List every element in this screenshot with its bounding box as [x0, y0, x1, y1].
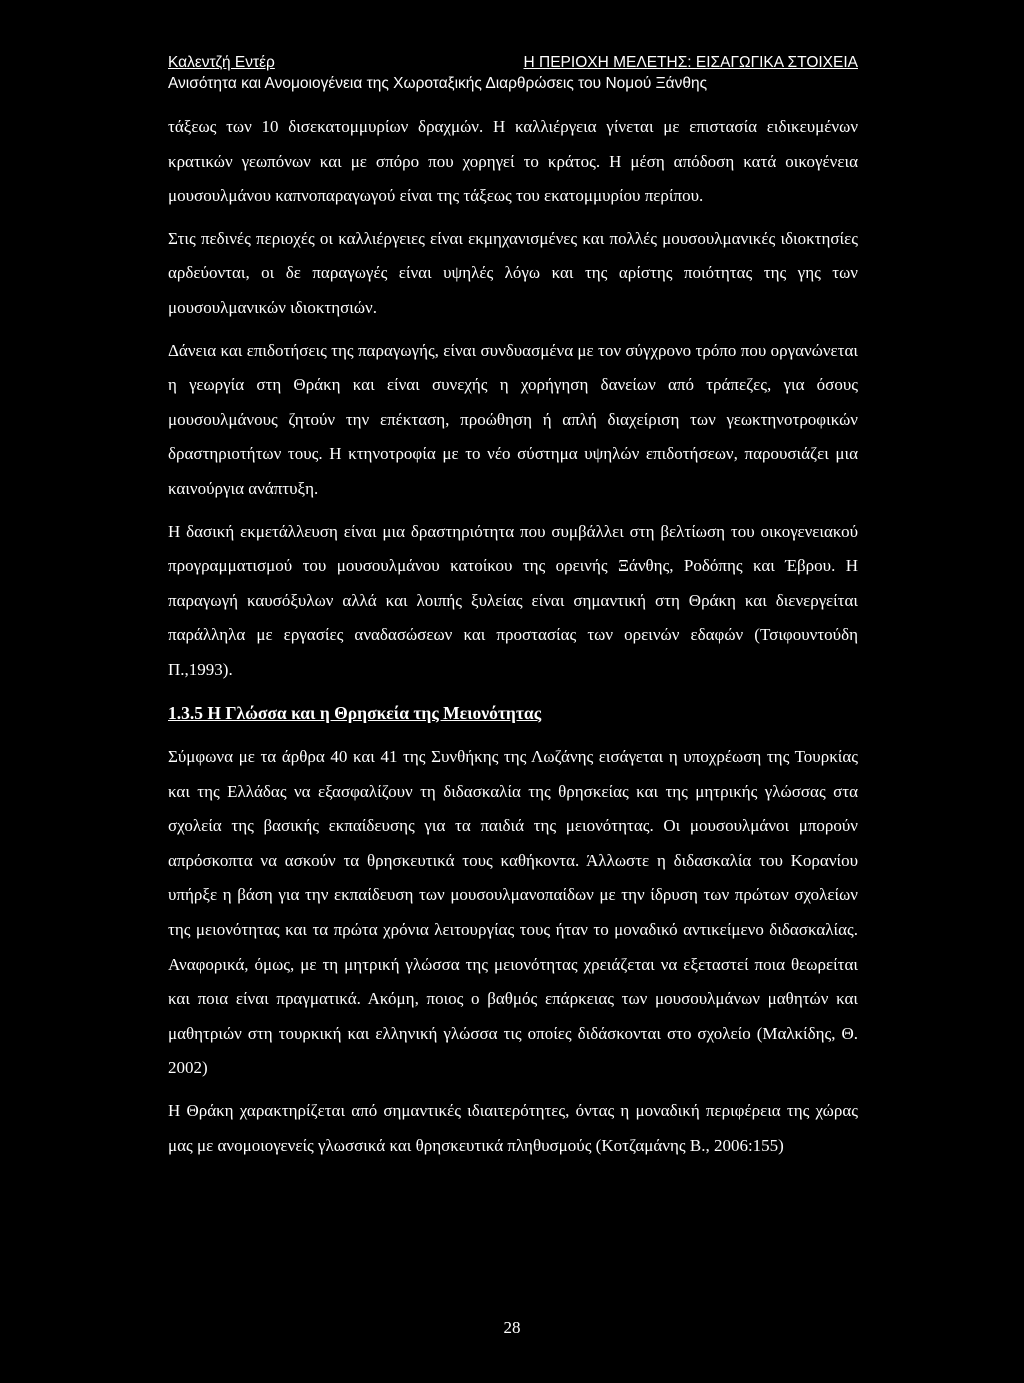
running-header	[168, 52, 858, 94]
header-section: Η ΠΕΡΙΟΧΗ ΜΕΛΕΤΗΣ: ΕΙΣΑΓΩΓΙΚΑ ΣΤΟΙΧΕΙΑ	[523, 54, 858, 71]
paragraph: Η δασική εκμετάλλευση είναι μια δραστηριότητα που συμβάλλει στη βελτίωση του οικογενειακού προγραμματισμού του μουσουλμάνου κατοίκου της ορεινής Ξάνθης, Ροδόπης και Έβρου. Η παραγωγή καυσόξυλων αλλά και λοιπής ξυλείας είναι σημαντική στη Θράκη και διενεργείται παράλληλα με εργασίες αναδασώσεων και προστασίας των ορεινών εδαφών (Τσιφουντούδη Π.,1993).	[168, 521, 858, 679]
paragraph: τάξεως των 10 δισεκατομμυρίων δραχμών. Η καλλιέργεια γίνεται με επιστασία ειδικευμένων κρατικών γεωπόνων και με σπόρο που χορηγεί το κράτος. Η μέση απόδοση κατά οικογένεια μουσουλμάνου καπνοπαραγωγού είναι της τάξεως του εκατομμυρίου περίπου.	[168, 117, 858, 206]
header-author: Καλεντζή Εντέρ	[168, 54, 275, 71]
header-title: Ανισότητα και Ανομοιογένεια της Χωροταξικής Διαρθρώσεις του Νομού Ξάνθης	[168, 75, 708, 92]
header-top-line	[168, 52, 858, 73]
paragraph: Δάνεια και επιδοτήσεις της παραγωγής, είναι συνδυασμένα με τον σύγχρονο τρόπο που οργανώνεται η γεωργία στη Θράκη και είναι συνεχής η χορήγηση δανείων από τράπεζες, για όσους μουσουλμάνους ζητούν την επέκταση, προώθηση ή απλή διαχείριση των γεωκτηνοτροφικών δραστηριοτήτων τους. Η κτηνοτροφία με το νέο σύστημα υψηλών επιδοτήσεων, παρουσιάζει μια καινούργια ανάπτυξη.	[168, 340, 858, 498]
body-text	[168, 110, 858, 1163]
section-heading: 1.3.5 Η Γλώσσα και η Θρησκεία της Μειονότητας	[168, 702, 542, 723]
paragraph: Σύμφωνα με τα άρθρα 40 και 41 της Συνθήκης της Λωζάνης εισάγεται η υποχρέωση της Τουρκίας και της Ελλάδας να εξασφαλίζουν τη διδασκαλία της θρησκείας και της μητρικής γλώσσας στα σχολεία της βασικής εκπαίδευσης για τα παιδιά της μειονότητας. Οι μουσουλμάνοι μπορούν απρόσκοπτα να ασκούν τα θρησκευτικά τους καθήκοντα. Άλλωστε η διδασκαλία του Κορανίου υπήρξε η βάση για την εκπαίδευση των μουσουλμανοπαίδων με την ίδρυση των πρώτων σχολείων της μειονότητας και τα πρώτα χρόνια λειτουργίας τους ήταν το μοναδικό αντικείμενο διδασκαλίας. Αναφορικά, όμως, με τη μητρική γλώσσα της μειονότητας χρειάζεται να εξεταστεί ποια θεωρείται και ποια είναι πραγματικά. Ακόμη, ποιος ο βαθμός επάρκειας των μουσουλμάνων μαθητών και μαθητριών στη τουρκική και ελληνική γλώσσα τις οποίες διδάσκονται στο σχολείο (Μαλκίδης, Θ. 2002)	[168, 747, 858, 1078]
page-number: 28	[503, 1318, 521, 1337]
paragraph: Στις πεδινές περιοχές οι καλλιέργειες είναι εκμηχανισμένες και πολλές μουσουλμανικές ιδιοκτησίες αρδεύονται, οι δε παραγωγές είναι υψηλές λόγω και της αρίστης ποιότητας της γης των μουσουλμανικών ιδιοκτησιών.	[168, 228, 858, 317]
paragraph: Η Θράκη χαρακτηρίζεται από σημαντικές ιδιαιτερότητες, όντας η μοναδική περιφέρεια της χώρας μας με ανομοιογενείς γλωσσικά και θρησκευτικά πληθυσμούς (Κοτζαμάνης Β., 2006:155)	[168, 1101, 858, 1155]
